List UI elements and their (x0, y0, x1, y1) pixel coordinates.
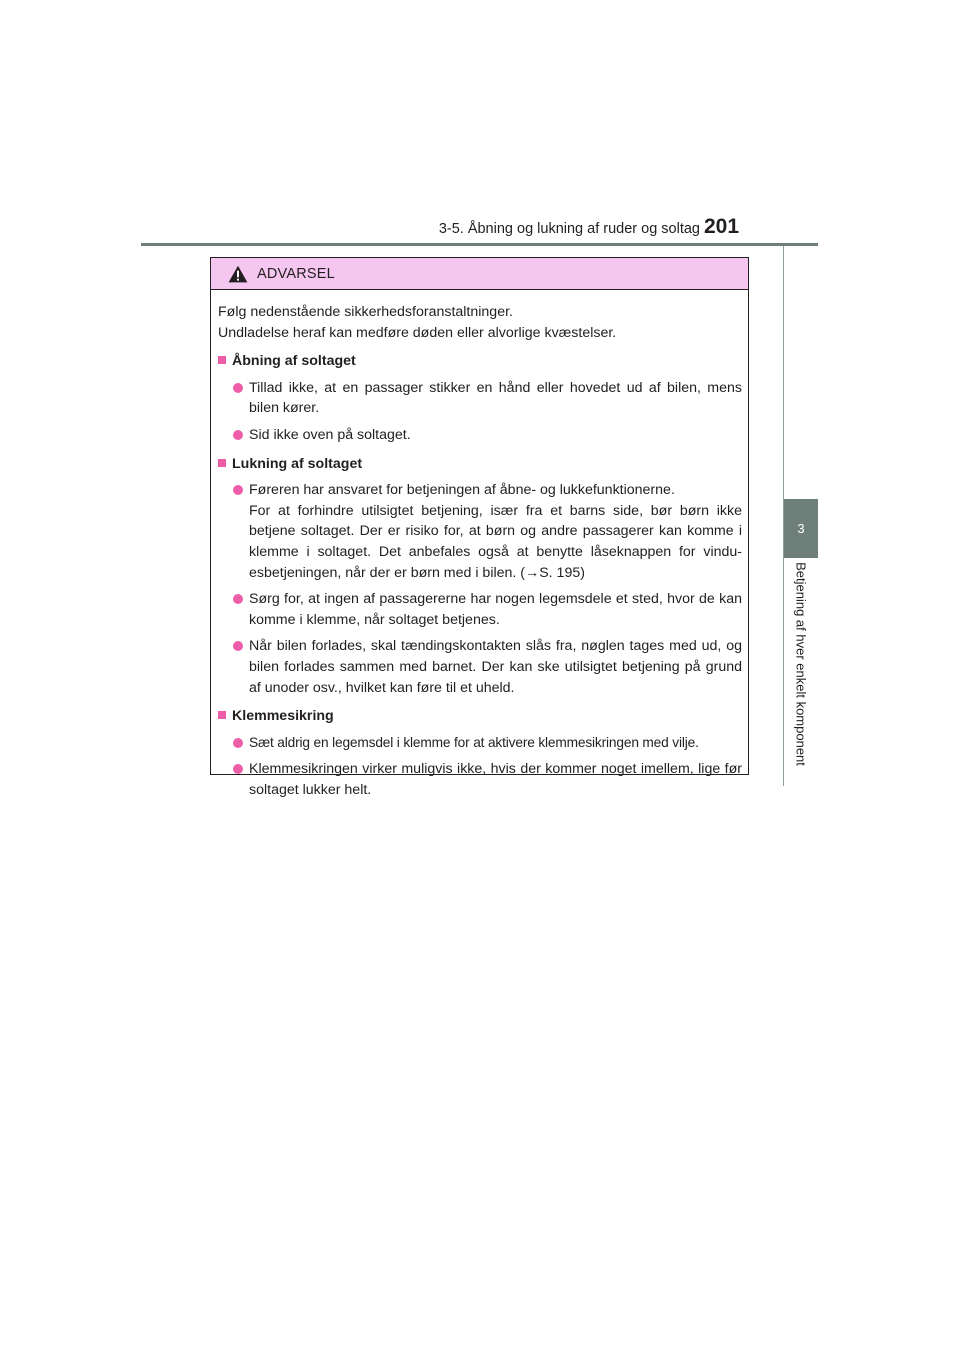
list-item-text: Sørg for, at ingen af passagererne har nogen legemsdele et sted, hvor de kan komme i klemme, når soltaget betjenes. (249, 591, 742, 628)
section-title-closing (218, 454, 742, 475)
list-item (233, 480, 742, 583)
list-item-text: Føreren har ansvaret for betjeningen af åbne- og lukkefunktionerne. (249, 482, 675, 499)
section-title-text: Lukning af soltaget (232, 455, 363, 472)
chapter-tab-number: 3 (797, 521, 805, 536)
circle-bullet-icon (233, 383, 243, 393)
square-bullet-icon (218, 711, 226, 719)
warning-header (211, 258, 748, 290)
circle-bullet-icon (233, 641, 243, 651)
list-item (233, 636, 742, 698)
list-item (233, 589, 742, 630)
circle-bullet-icon (233, 485, 243, 495)
section-title-pinch-protection (218, 706, 742, 727)
section-title-text: Klemmesikring (232, 708, 334, 725)
circle-bullet-icon (233, 738, 243, 748)
circle-bullet-icon (233, 594, 243, 604)
list-item-text: For at forhindre utilsigtet betjening, især fra et barns side, bør børn ikke betjene soltaget. Der er risiko for, at børn og andre passagerer kan komme i klemme i soltaget. Det anbefales også at benytte låseknappen for vindu-esbetjeningen, når der er børn med i bilen. (→S. 195) (249, 502, 742, 581)
list-item-text: Når bilen forlades, skal tændingskontakten slås fra, nøglen tages med ud, og bilen forlades sammen med barnet. Der kan ske utilsigtet betjening på grund af unoder osv., hvilket kan føre til et uheld. (249, 638, 742, 696)
section-title-text: Åbning af soltaget (232, 353, 356, 370)
list-item (233, 759, 742, 800)
list-item (233, 378, 742, 419)
circle-bullet-icon (233, 764, 243, 774)
square-bullet-icon (218, 356, 226, 364)
page-number: 201 (704, 215, 740, 238)
warning-label: ADVARSEL (257, 265, 335, 282)
warning-box (210, 257, 749, 798)
list-item (233, 733, 742, 754)
chapter-title: 3-5. Åbning og lukning af ruder og soltag (438, 221, 700, 237)
header-divider (141, 243, 818, 246)
list-item-text: Tillad ikke, at en passager stikker en hånd eller hovedet ud af bilen, mens bilen kører. (249, 379, 742, 417)
square-bullet-icon (218, 459, 226, 467)
list-item-text: Sid ikke oven på soltaget. (249, 426, 411, 443)
circle-bullet-icon (233, 430, 243, 440)
list-item-text: Sæt aldrig en legemsdel i klemme for at aktivere klemmesikringen med vilje. (249, 734, 699, 750)
warning-intro-line: Undladelse heraf kan medføre døden eller alvorlige kvæstelser. (218, 324, 617, 341)
side-chapter-title-text: Betjening af hver enkelt komponent (793, 562, 809, 766)
section-title-opening (218, 351, 742, 372)
list-item (233, 425, 742, 446)
warning-body (211, 290, 748, 800)
list-item-text: Klemmesikringen virker muligvis ikke, hvis der kommer noget imellem, lige før soltaget lukker helt. (249, 761, 742, 798)
warning-triangle-icon (228, 265, 248, 283)
warning-intro-line: Følg nedenstående sikkerhedsforanstaltninger. (218, 304, 513, 320)
chapter-tab[interactable] (784, 499, 818, 558)
